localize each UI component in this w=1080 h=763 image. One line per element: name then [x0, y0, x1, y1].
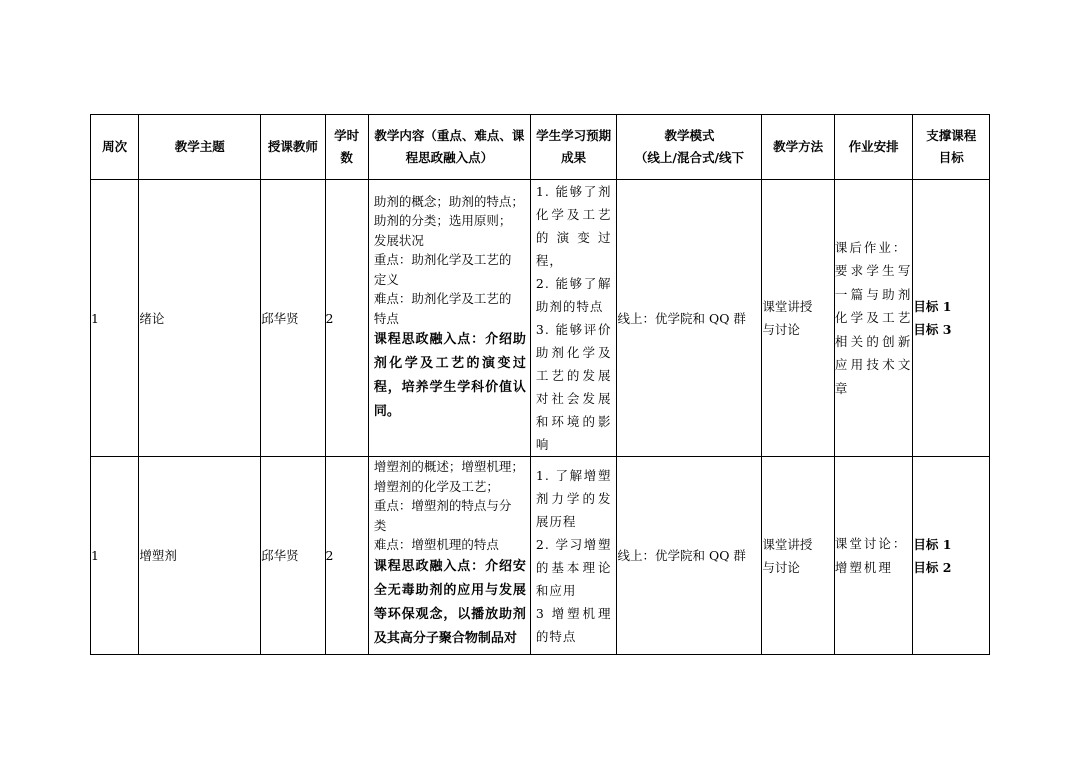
- header-hours-line: 学时: [334, 128, 360, 143]
- content-line: 重点：增塑剂的特点与分: [373, 498, 512, 513]
- ideology-point: 课程思政融入点：介绍助剂化学及工艺的演变过程，培养学生学科价值认同。: [373, 332, 526, 419]
- outcome-cell: [530, 180, 617, 457]
- content-line: 特点: [373, 310, 399, 326]
- content-line: 助剂的分类；选用原则；: [373, 213, 512, 228]
- outcome-item: 2. 能够了解助剂的特点: [535, 276, 612, 314]
- method-line: 与讨论: [762, 559, 800, 575]
- header-content-line: 程思政融入点）: [405, 150, 494, 165]
- content-line: 助剂的概念；助剂的特点；: [373, 193, 524, 209]
- header-week: 周次: [91, 115, 139, 180]
- topic-cell: 增塑剂: [139, 457, 261, 655]
- header-hours: [325, 115, 368, 180]
- homework-line: 增塑机理: [834, 559, 893, 575]
- week-cell: 1: [91, 180, 139, 457]
- hours-cell: 2: [325, 180, 368, 457]
- outcome-item: 1. 能够了剂化学及工艺的演变过程，: [535, 184, 612, 268]
- header-outcome-line: 成果: [561, 150, 587, 165]
- content-line: 难点：助剂化学及工艺的: [373, 291, 512, 306]
- content-cell: [368, 457, 530, 655]
- method-cell: [762, 180, 834, 457]
- header-method: 教学方法: [762, 115, 834, 180]
- header-content: [368, 115, 530, 180]
- method-line: 与讨论: [762, 322, 800, 337]
- header-goals-line: 支撑课程: [926, 128, 977, 143]
- goal-item: 目标 3: [913, 322, 952, 337]
- header-mode-line: （线上/混合式/线下: [634, 150, 745, 165]
- header-teacher: 授课教师: [261, 115, 325, 180]
- content-cell: [368, 180, 530, 457]
- teacher-cell: 邱华贤: [261, 180, 325, 457]
- ideology-point: 课程思政融入点：介绍安全无毒助剂的应用与发展等环保观念，以播放助剂及其高分子聚合物制品对: [373, 558, 526, 646]
- hours-cell: 2: [325, 457, 368, 655]
- week-cell: 1: [91, 457, 139, 655]
- mode-cell: 线上：优学院和 QQ 群: [617, 180, 762, 457]
- header-outcome: [530, 115, 617, 180]
- homework-line: 要求学生写一篇与助剂化学及工艺相关的创新应用技术文章: [834, 263, 913, 396]
- content-line: 发展状况: [373, 232, 424, 248]
- goal-item: 目标 1: [913, 536, 952, 552]
- outcome-item: 3 增塑机理的特点: [535, 605, 612, 644]
- content-line: 定义: [373, 271, 399, 287]
- content-line: 类: [373, 517, 387, 533]
- outcome-cell: [530, 457, 617, 655]
- homework-cell: [834, 180, 913, 457]
- content-line: 重点：助剂化学及工艺的: [373, 252, 512, 267]
- teacher-cell: 邱华贤: [261, 457, 325, 655]
- header-outcome-line: 学生学习预期: [536, 128, 612, 143]
- goals-cell: [913, 457, 990, 655]
- header-hours-line: 数: [340, 150, 353, 165]
- method-cell: [762, 457, 834, 655]
- header-goals-line: 目标: [938, 150, 964, 165]
- outcome-item: 1. 了解增塑剂力学的发展历程: [535, 467, 612, 529]
- method-line: 课堂讲授: [762, 299, 813, 314]
- goal-item: 目标 1: [913, 299, 952, 314]
- mode-cell: 线上：优学院和 QQ 群: [617, 457, 762, 655]
- outcome-item: 3. 能够评价助剂化学及工艺的发展对社会发展和环境的影响: [535, 322, 612, 452]
- header-content-line: 教学内容（重点、难点、课: [374, 128, 525, 143]
- outcome-item: 2. 学习增塑的基本理论和应用: [535, 536, 612, 598]
- header-mode-line: 教学模式: [664, 128, 715, 143]
- content-line: 增塑剂的概述；增塑机理；: [373, 459, 524, 474]
- homework-line: 课后作业：: [834, 239, 908, 255]
- header-homework: 作业安排: [834, 115, 913, 180]
- goal-item: 目标 2: [913, 559, 952, 575]
- syllabus-table: [90, 114, 990, 655]
- header-row: [91, 115, 990, 180]
- header-mode: [617, 115, 762, 180]
- header-topic: 教学主题: [139, 115, 261, 180]
- homework-cell: [834, 457, 913, 655]
- goals-cell: [913, 180, 990, 457]
- homework-line: 课堂讨论：: [834, 536, 908, 551]
- table-row: [91, 180, 990, 457]
- header-goals: [913, 115, 990, 180]
- topic-cell: 绪论: [139, 180, 261, 457]
- method-line: 课堂讲授: [762, 536, 813, 552]
- content-line: 难点：增塑机理的特点: [373, 537, 499, 552]
- content-line: 增塑剂的化学及工艺；: [373, 478, 499, 494]
- table-row: [91, 457, 990, 655]
